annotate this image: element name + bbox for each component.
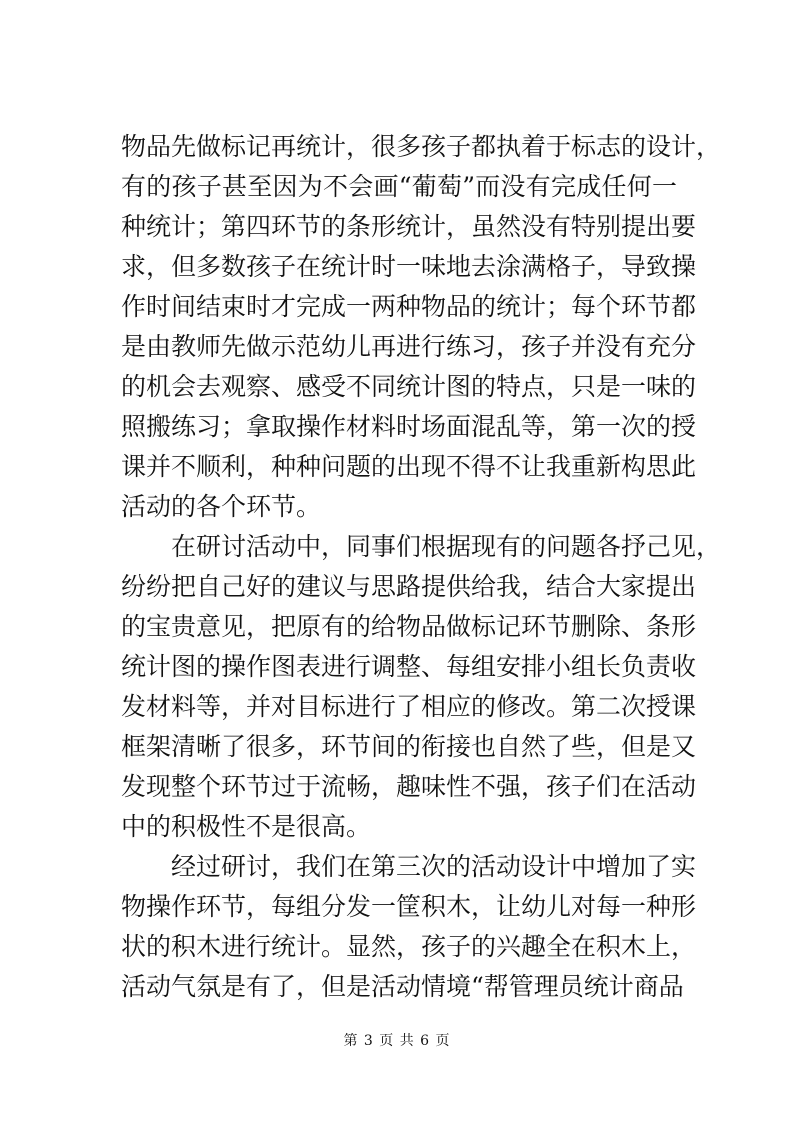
text-line: 发材料等，并对目标进行了相应的修改。第二次授课 xyxy=(121,692,697,721)
text-line: 状的积木进行统计。显然，孩子的兴趣全在积木上， xyxy=(121,932,697,961)
text-line: 活动气氛是有了，但是活动情境“帮管理员统计商品 xyxy=(121,972,684,1001)
text-line: 物品先做标记再统计，很多孩子都执着于标志的设计， xyxy=(121,132,722,161)
text-line: 统计图的操作图表进行调整、每组安排小组长负责收 xyxy=(121,652,697,681)
text-line: 是由教师先做示范幼儿再进行练习，孩子并没有充分 xyxy=(121,332,697,361)
text-line: 课并不顺利，种种问题的出现不得不让我重新构思此 xyxy=(121,452,697,481)
text-line: 活动的各个环节。 xyxy=(121,492,322,521)
text-line: 作时间结束时才完成一两种物品的统计；每个环节都 xyxy=(121,292,697,321)
text-line: 有的孩子甚至因为不会画“葡萄”而没有完成任何一 xyxy=(121,172,677,201)
text-line: 物操作环节，每组分发一筐积木，让幼儿对每一种形 xyxy=(121,892,697,921)
text-line: 发现整个环节过于流畅，趣味性不强，孩子们在活动 xyxy=(121,772,697,801)
text-line: 框架清晰了很多，环节间的衔接也自然了些，但是又 xyxy=(121,732,697,761)
text-line: 的宝贵意见，把原有的给物品做标记环节删除、条形 xyxy=(121,612,697,641)
text-line: 种统计；第四环节的条形统计，虽然没有特别提出要 xyxy=(121,212,697,241)
paragraph-first-line: 经过研讨，我们在第三次的活动设计中增加了实 xyxy=(171,852,697,881)
text-line: 纷纷把自己好的建议与思路提供给我，结合大家提出 xyxy=(121,572,697,601)
text-line: 中的积极性不是很高。 xyxy=(121,812,372,841)
text-line: 求，但多数孩子在统计时一味地去涂满格子，导致操 xyxy=(121,252,697,281)
page-number-footer: 第 3 页 共 6 页 xyxy=(343,1033,451,1049)
paragraph-first-line: 在研讨活动中，同事们根据现有的问题各抒己见， xyxy=(171,532,722,561)
text-line: 的机会去观察、感受不同统计图的特点，只是一味的 xyxy=(121,372,697,401)
text-line: 照搬练习；拿取操作材料时场面混乱等，第一次的授 xyxy=(121,412,697,441)
